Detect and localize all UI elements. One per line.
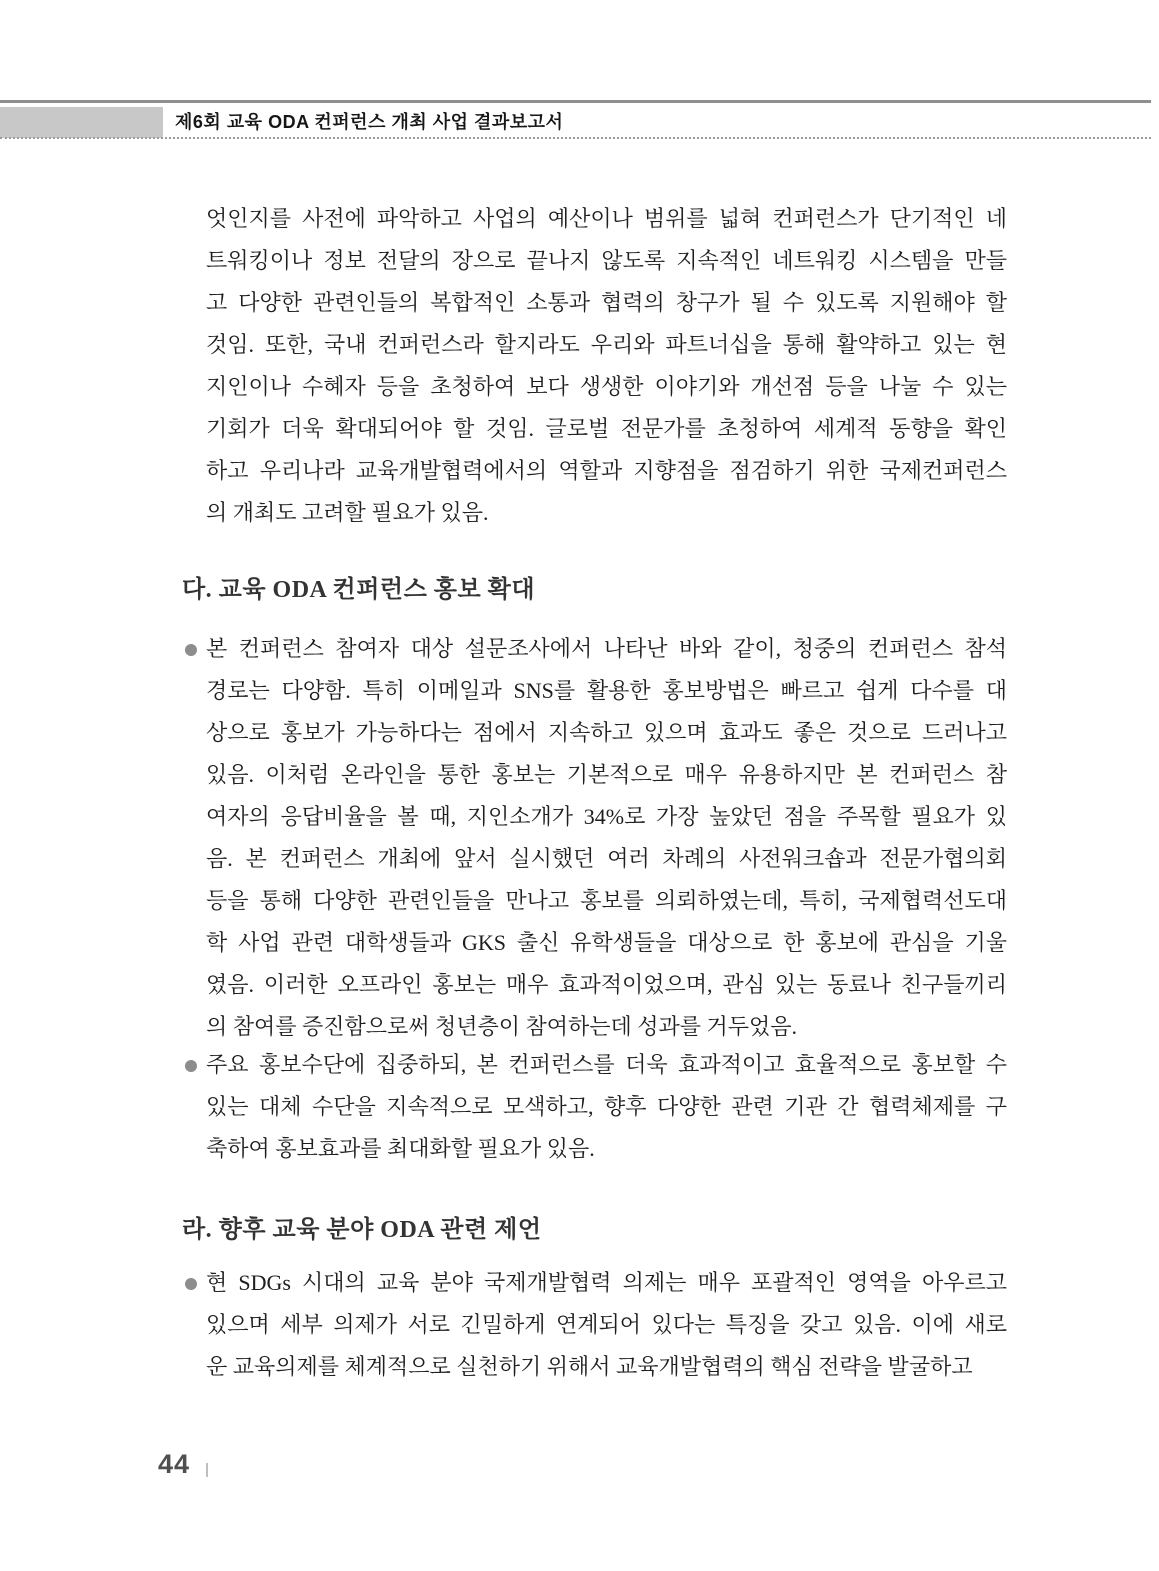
page-number: 44 [158,1449,191,1479]
text-line: 운 교육의제를 체계적으로 실천하기 위해서 교육개발협력의 핵심 전략을 발굴하고 [206,1354,973,1379]
bullet-icon [185,1278,197,1290]
text-line: 여자의 응답비율을 볼 때, 지인소개가 34%로 가장 높았던 점을 주목할 필요가 있 [206,804,1007,829]
text-line: 지인이나 수혜자 등을 초청하여 보다 생생한 이야기와 개선점 등을 나눌 수 있는 [206,374,1007,399]
section-heading-ra: 라. 향후 교육 분야 ODA 관련 제언 [182,1217,542,1243]
text-line: 의 개최도 고려할 필요가 있음. [206,500,489,525]
header-top-rule [0,100,1151,103]
text-line: 기회가 더욱 확대되어야 할 것임. 글로벌 전문가를 초청하여 세계적 동향을 확인 [206,416,1007,441]
text-line: 경로는 다양함. 특히 이메일과 SNS를 활용한 홍보방법은 빠르고 쉽게 다수를 대 [206,678,1007,703]
text-line: 음. 본 컨퍼런스 개최에 앞서 실시했던 여러 차례의 사전워크숍과 전문가협의회 [206,846,1007,871]
text-line: 것임. 또한, 국내 컨퍼런스라 할지라도 우리와 파트너십을 통해 활약하고 있는 현 [206,332,1007,357]
bullet-item [206,1262,1007,1388]
bullet-item [206,1044,1007,1170]
bullet-text [206,1044,1007,1170]
bullet-text [206,628,1007,1048]
text-line: 축하여 홍보효과를 최대화할 필요가 있음. [206,1136,595,1161]
header-dotted-rule [0,137,1151,139]
running-header-title: 제6회 교육 ODA 컨퍼런스 개최 사업 결과보고서 [175,112,564,132]
text-line: 트워킹이나 정보 전달의 장으로 끝나지 않도록 지속적인 네트워킹 시스템을 만들 [206,248,1007,273]
bullet-icon [185,644,197,656]
text-line: 고 다양한 관련인들의 복합적인 소통과 협력의 창구가 될 수 있도록 지원해야 할 [206,290,1007,315]
bullet-item [206,628,1007,1048]
text-line: 였음. 이러한 오프라인 홍보는 매우 효과적이었으며, 관심 있는 동료나 친구들끼리 [206,972,1007,997]
text-line: 있으며 세부 의제가 서로 긴밀하게 연계되어 있다는 특징을 갖고 있음. 이에 새로 [206,1312,1007,1337]
text-line: 현 SDGs 시대의 교육 분야 국제개발협력 의제는 매우 포괄적인 영역을 아우르고 [206,1270,1007,1295]
bullet-icon [185,1060,197,1072]
text-line: 엇인지를 사전에 파악하고 사업의 예산이나 범위를 넓혀 컨퍼런스가 단기적인 네 [206,206,1007,231]
text-line: 본 컨퍼런스 참여자 대상 설문조사에서 나타난 바와 같이, 청중의 컨퍼런스 참석 [206,636,1007,661]
bullet-text [206,1262,1007,1388]
text-line: 의 참여를 증진함으로써 청년층이 참여하는데 성과를 거두었음. [206,1014,798,1039]
text-line: 주요 홍보수단에 집중하되, 본 컨퍼런스를 더욱 효과적이고 효율적으로 홍보할 수 [206,1052,1007,1077]
text-line: 학 사업 관련 대학생들과 GKS 출신 유학생들을 대상으로 한 홍보에 관심을 기울 [206,930,1007,955]
text-line: 있는 대체 수단을 지속적으로 모색하고, 향후 다양한 관련 기관 간 협력체제를 구 [206,1094,1007,1119]
text-line: 등을 통해 다양한 관련인들을 만나고 홍보를 의뢰하였는데, 특히, 국제협력선도대 [206,888,1007,913]
text-line: 상으로 홍보가 가능하다는 점에서 지속하고 있으며 효과도 좋은 것으로 드러나고 [206,720,1007,745]
opening-paragraph [206,198,1007,534]
section-heading-da: 다. 교육 ODA 컨퍼런스 홍보 확대 [182,577,536,603]
text-line: 있음. 이처럼 온라인을 통한 홍보는 기본적으로 매우 유용하지만 본 컨퍼런스 참 [206,762,1007,787]
text-line: 하고 우리나라 교육개발협력에서의 역할과 지향점을 점검하기 위한 국제컨퍼런스 [206,458,1007,483]
header-gray-bar [0,107,163,138]
footer-divider [206,1463,208,1477]
